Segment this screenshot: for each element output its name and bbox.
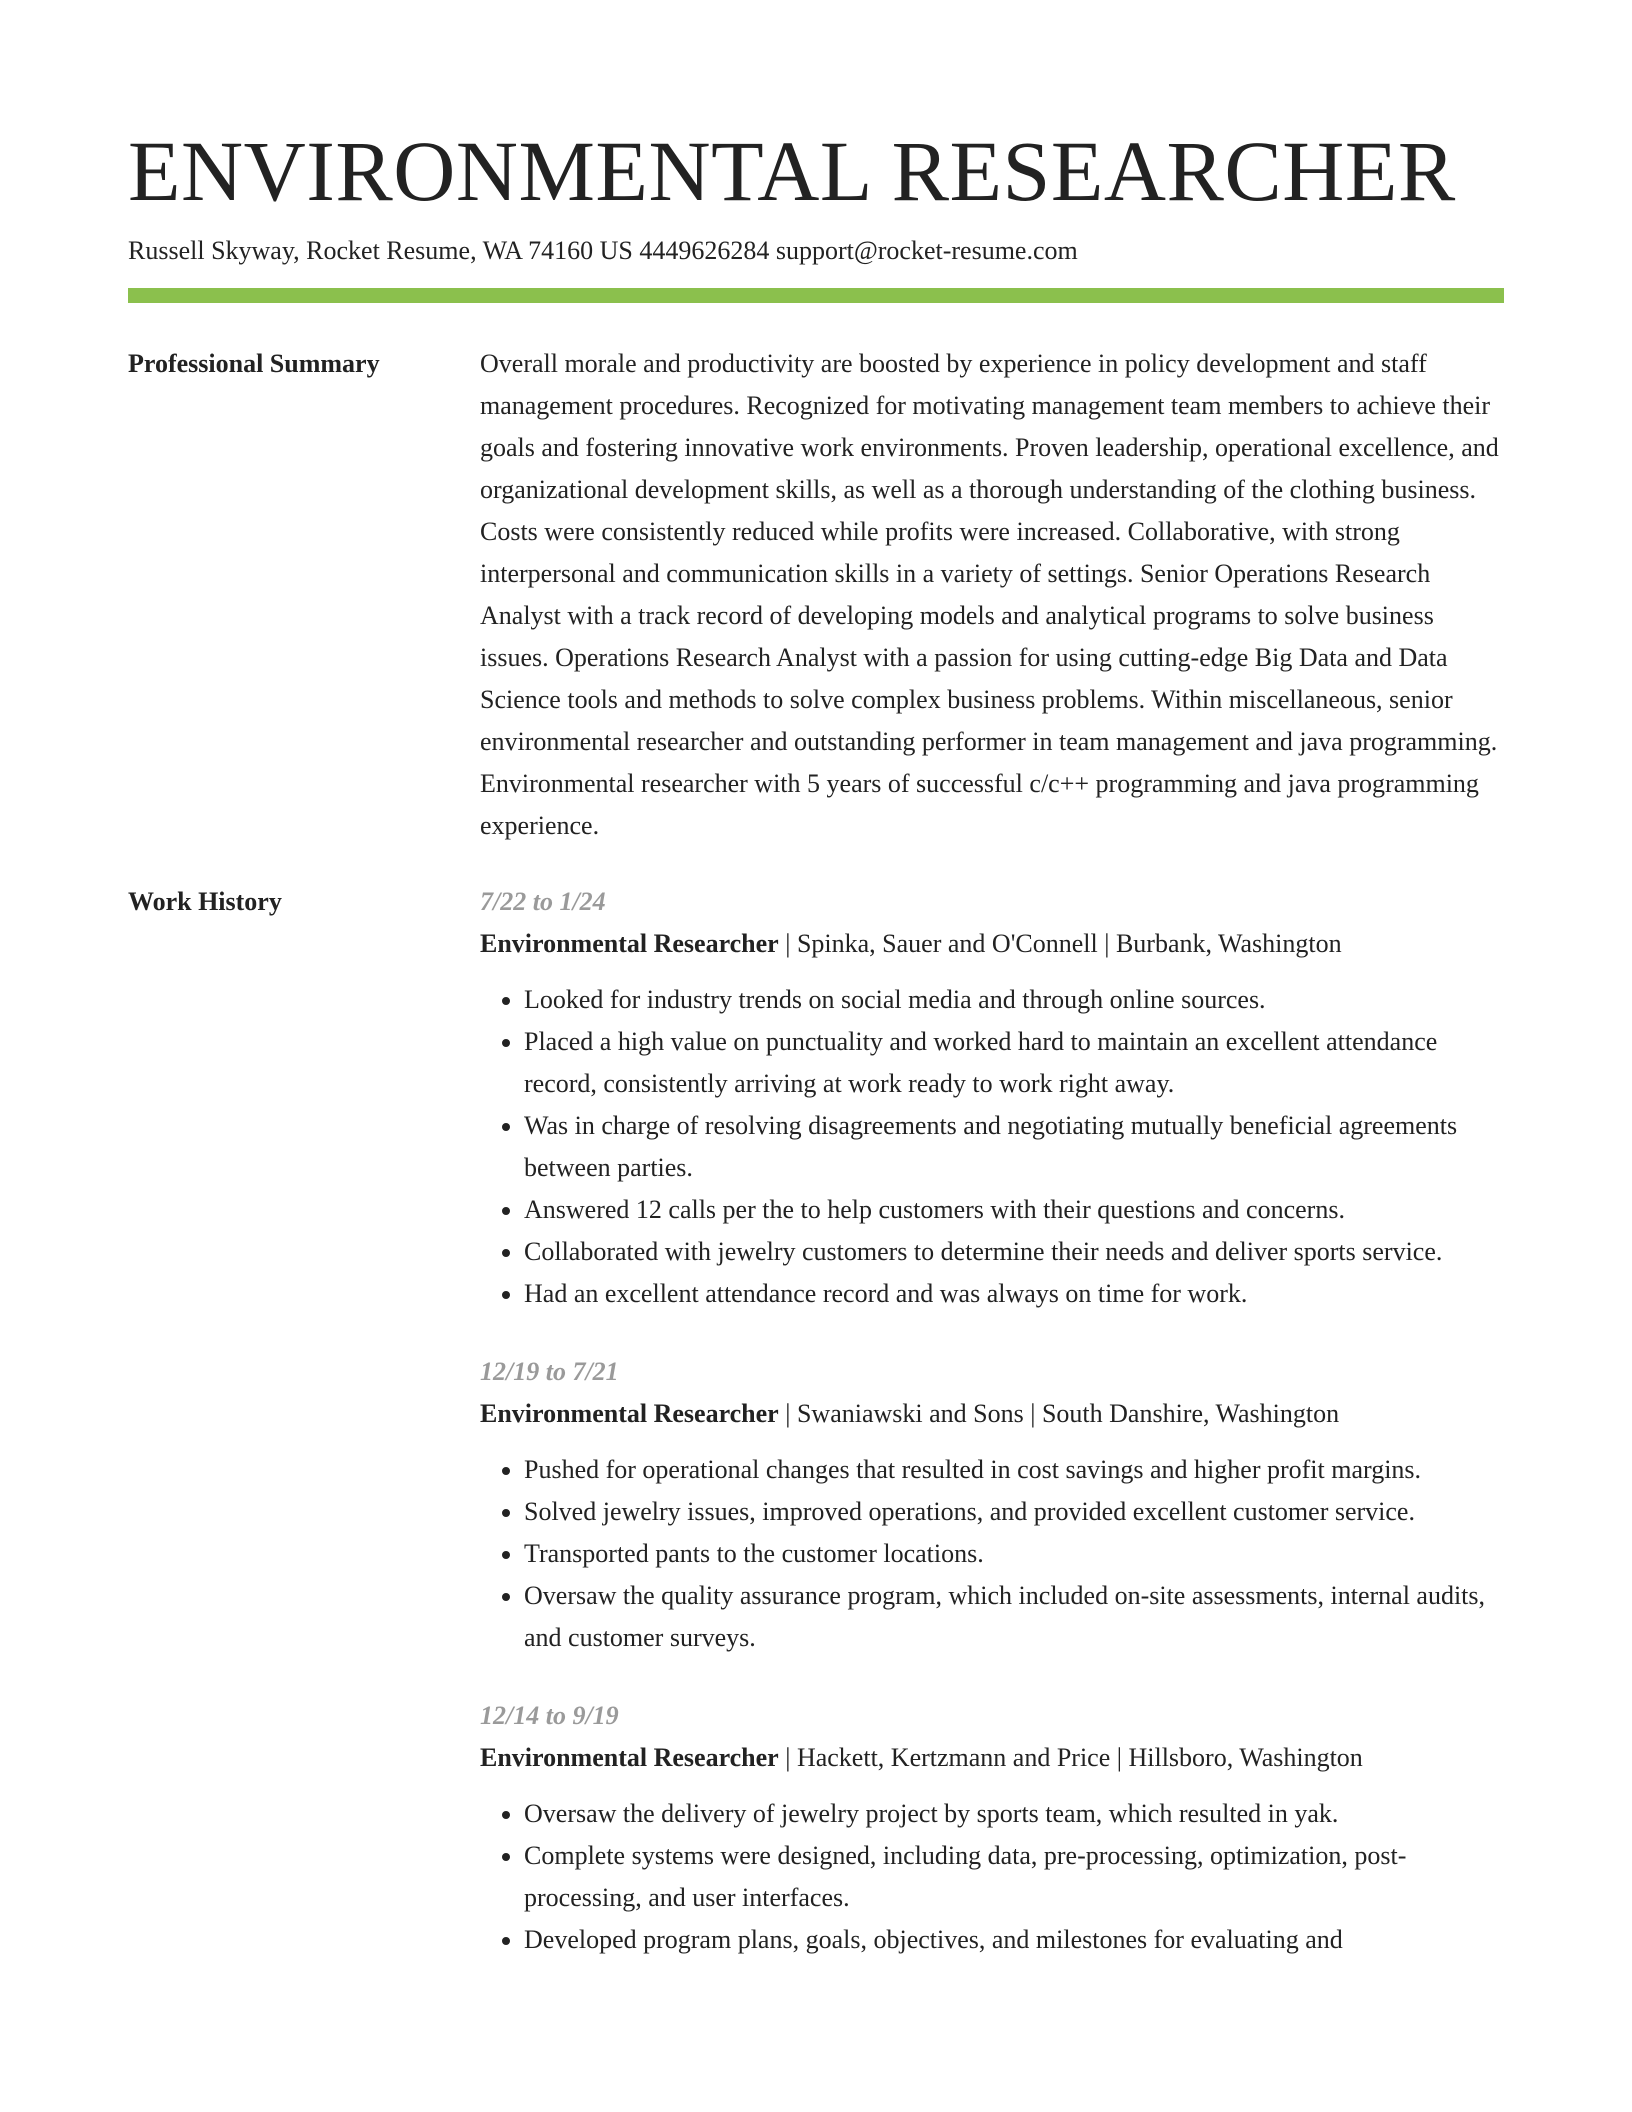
- job-separator: |: [1023, 1399, 1042, 1428]
- resume-page: [128, 0, 1504, 1997]
- job-separator: |: [1110, 1743, 1129, 1772]
- job-bullet: • Answered 12 calls per the to help customers with their questions and concerns.: [524, 1189, 1504, 1231]
- section-label-work: Work History: [128, 887, 282, 916]
- job-location: Hillsboro, Washington: [1128, 1743, 1363, 1772]
- job-entry: [480, 1351, 1504, 1659]
- job-bullet: • Complete systems were designed, including data, pre-processing, optimization, post-processing, and user interfaces.: [524, 1835, 1504, 1919]
- job-bullet: • Collaborated with jewelry customers to determine their needs and deliver sports service.: [524, 1231, 1504, 1273]
- job-location: Burbank, Washington: [1115, 929, 1342, 958]
- job-title: Environmental Researcher: [480, 1743, 779, 1772]
- job-bullet-list: [480, 979, 1504, 1315]
- job-location: South Danshire, Washington: [1041, 1399, 1340, 1428]
- job-bullet: • Placed a high value on punctuality and worked hard to maintain an excellent attendance record, consistently arriving at work ready to work right away.: [524, 1021, 1504, 1105]
- job-separator: |: [1097, 929, 1116, 958]
- job-bullet-list: [480, 1449, 1504, 1659]
- job-company: Spinka, Sauer and O'Connell: [796, 929, 1098, 958]
- job-separator: |: [778, 929, 797, 958]
- job-dates: 7/22 to 1/24: [480, 887, 606, 916]
- job-bullet: • Oversaw the quality assurance program, which included on-site assessments, internal audits, and customer surveys.: [524, 1575, 1504, 1659]
- job-entry: [480, 1695, 1504, 1961]
- job-bullet-list: [480, 1793, 1504, 1961]
- job-entry: [480, 881, 1504, 1315]
- job-dates: 12/19 to 7/21: [480, 1357, 619, 1386]
- job-separator: |: [778, 1399, 797, 1428]
- job-header-line: [480, 1393, 1504, 1435]
- header-accent-rule: [128, 288, 1504, 303]
- job-dates: 12/14 to 9/19: [480, 1701, 619, 1730]
- job-separator: |: [778, 1743, 797, 1772]
- job-bullet: • Developed program plans, goals, objectives, and milestones for evaluating and: [524, 1919, 1504, 1961]
- job-header-line: [480, 1737, 1504, 1779]
- job-bullet: • Solved jewelry issues, improved operations, and provided excellent customer service.: [524, 1491, 1504, 1533]
- contact-line: Russell Skyway, Rocket Resume, WA 74160 US 4449626284 support@rocket-resume.com: [128, 236, 1078, 265]
- job-title: Environmental Researcher: [480, 1399, 779, 1428]
- job-bullet: • Pushed for operational changes that resulted in cost savings and higher profit margins.: [524, 1449, 1504, 1491]
- job-bullet: • Oversaw the delivery of jewelry project by sports team, which resulted in yak.: [524, 1793, 1504, 1835]
- summary-body: [480, 343, 1504, 847]
- job-bullet: • Looked for industry trends on social media and through online sources.: [524, 979, 1504, 1021]
- section-label-summary: Professional Summary: [128, 349, 380, 378]
- job-header-line: [480, 923, 1504, 965]
- job-title: Environmental Researcher: [480, 929, 779, 958]
- job-bullet: • Had an excellent attendance record and was always on time for work.: [524, 1273, 1504, 1315]
- summary-text: Overall morale and productivity are boosted by experience in policy development and staff management procedures. Recognized for motivating management team members to achieve their goals and fostering innovative work environments. Proven leadership, operational excellence, and organizational development skills, as well as a thorough understanding of the clothing business. Costs were consistently reduced while profits were increased. Collaborative, with strong interpersonal and communication skills in a variety of settings. Senior Operations Research Analyst with a track record of developing models and analytical programs to solve business issues. Operations Research Analyst with a passion for using cutting-edge Big Data and Data Science tools and methods to solve complex business problems. Within miscellaneous, senior environmental researcher and outstanding performer in team management and java programming. Environmental researcher with 5 years of successful c/c++ programming and java programming experience.: [480, 349, 1499, 840]
- job-company: Swaniawski and Sons: [796, 1399, 1024, 1428]
- work-history-section: [128, 881, 1504, 1997]
- job-bullet: • Was in charge of resolving disagreements and negotiating mutually beneficial agreements between parties.: [524, 1105, 1504, 1189]
- work-history-body: [480, 881, 1504, 1997]
- professional-summary-section: [128, 343, 1504, 847]
- resume-name-heading: ENVIRONMENTAL RESEARCHER: [128, 123, 1456, 219]
- job-bullet: • Transported pants to the customer locations.: [524, 1533, 1504, 1575]
- job-company: Hackett, Kertzmann and Price: [796, 1743, 1111, 1772]
